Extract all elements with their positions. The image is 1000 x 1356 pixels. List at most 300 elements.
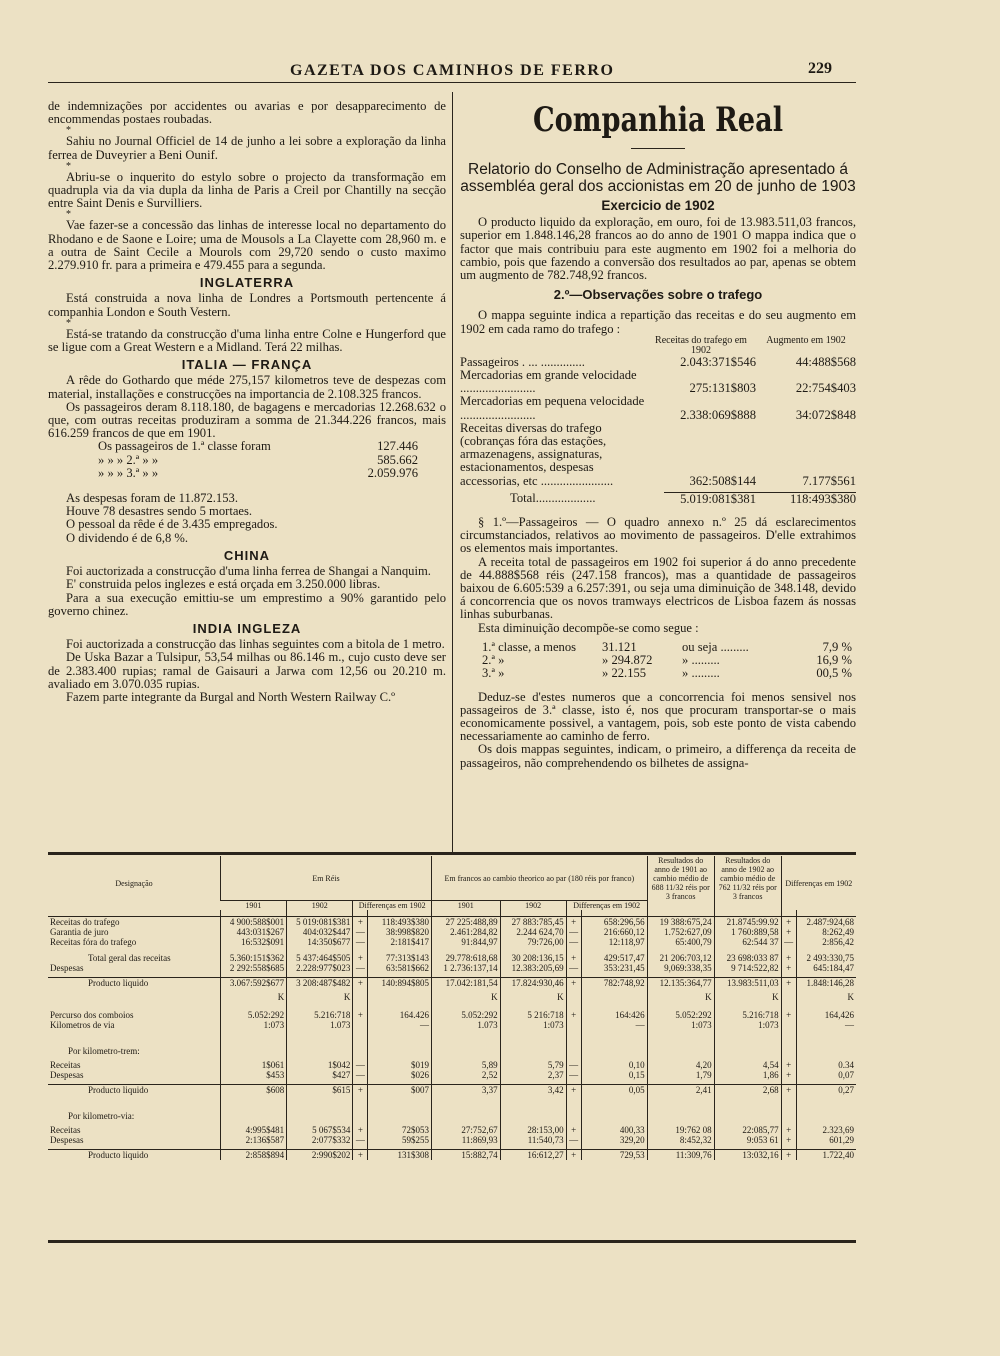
left-column [48,100,446,704]
table-cell: $007 [368,1085,432,1096]
table-cell: 1:073 [647,1020,714,1030]
table-cell [353,1020,368,1030]
table-cell: 3.067:592$677 [221,978,287,989]
table-cell: 2:181$417 [368,937,432,947]
table-cell: + [781,1150,796,1161]
table-cell: 5.052:292 [221,1010,287,1020]
table-cell [781,1111,796,1121]
table-cell: 0,05 [581,1085,647,1096]
line: Houve 78 desastres sendo 5 mortaes. [66,504,253,519]
col-1902-fr: 1902 [500,901,566,911]
row-label: Garantia de juro [50,927,109,937]
paragraph: Abriu-se o inquerito do estylo sobre o projecto da transformação em quadrupla via da via dupla da linha de Paris a Creil por Chantilly na secção entre Saint Denis e Survilliers. [48,169,446,211]
table-cell [781,1046,796,1056]
table-cell: 1.073 [287,1020,353,1030]
table-cell: 21.8745:99.92 [714,917,781,928]
table-cell: 11:309,76 [647,1150,714,1161]
table-cell: 5 216:718 [500,1010,566,1020]
table-cell: — [566,1070,581,1080]
table-cell: 2 292:558$685 [221,963,287,973]
table-cell: 3,37 [431,1085,500,1096]
table-cell [368,1046,432,1056]
unit-label: K [500,992,566,1002]
table-cell: + [353,1085,368,1096]
table-cell: 3,42 [500,1085,566,1096]
financial-table [48,856,856,1160]
col-result-1902: Resultados do anno de 1902 ao cambio médio de 762 11/32 réis por 3 francos [714,856,781,910]
table-cell [431,1046,500,1056]
table-cell: 5,79 [500,1060,566,1070]
separator-star: * [66,125,71,137]
table-row [48,1070,856,1080]
col-group-reis: Em Réis [221,856,432,901]
table-cell: + [353,953,368,963]
table-cell: — [566,1060,581,1070]
paragraph: Os passageiros deram 8.118.180, de bagagens e mercadorias 12.268.632 o que, com outras receitas produziram a somma de 21.344.226 francos, mais 616.259 francos de que em 1901. [48,399,446,441]
line: O dividendo é de 6,8 %. [66,530,189,545]
table-cell [581,1111,647,1121]
table-cell [368,1111,432,1121]
table-cell: + [781,1060,796,1070]
table-cell: 2:990$202 [287,1150,353,1161]
table-cell: 2,52 [431,1070,500,1080]
table-cell: — [353,937,368,947]
traffic-row: Receitas diversas do trafego (cobranças fóra das estações, armazenagens, assignaturas, estacionamentos, despesas accessorias, etc ....................... 362:508$144 7.177$561 [460,420,856,488]
table-cell: 5.216:718 [714,1010,781,1020]
table-cell: 28:153,00 [500,1125,566,1135]
row-label: Despesas [50,963,84,973]
table-cell: 13:032,16 [714,1150,781,1161]
table-cell: — [796,1020,856,1030]
table-row [48,1010,856,1020]
table-row [48,978,856,989]
table-cell: $026 [368,1070,432,1080]
spacer-row [48,1095,856,1111]
unit-label: K [647,992,714,1002]
table-cell: 5,89 [431,1060,500,1070]
col-1902: 1902 [287,901,353,911]
company-title: Companhia Real [532,100,784,140]
table-cell: 91:844,97 [431,937,500,947]
table-cell: + [781,917,796,928]
table-cell: 1,79 [647,1070,714,1080]
separator-star: * [66,160,71,172]
table-cell: — [353,1135,368,1145]
table-cell: 62:544 37 [714,937,781,947]
table-cell: 8:452,32 [647,1135,714,1145]
paragraph: Vae fazer-se a concessão das linhas de interesse local no departamento do Rhodano e de Saone e Loire; uma de Mousols a La Clayette com 28,960 m. e a outra de Saint Cecile a Mourols com 29,720 sendo o custo maximo 2.279.910 fr. para a primeira e 479.455 para a segunda. [48,218,446,273]
table-cell: 21 206:703,12 [647,953,714,963]
table-cell [500,1111,566,1121]
table-cell: 782:748,92 [581,978,647,989]
table-cell: + [781,1010,796,1020]
table-cell: + [566,1125,581,1135]
table-cell: 2:858$894 [221,1150,287,1161]
traffic-row: Mercadorias em grande velocidade ........................ 275:131$803 22:754$403 [460,368,856,396]
table-cell: $427 [287,1070,353,1080]
table-cell: 329,20 [581,1135,647,1145]
table-cell: 645:184,47 [796,963,856,973]
table-cell: 23 698:033 87 [714,953,781,963]
table-cell: 1.752:627,09 [647,927,714,937]
table-cell: 1:073 [714,1020,781,1030]
table-cell: 5.216:718 [287,1010,353,1020]
table-cell: — [566,963,581,973]
spacer-row [48,1030,856,1046]
table-cell: 2.244 624,70 [500,927,566,937]
table-cell: 2:136$587 [221,1135,287,1145]
spacer-row [48,1002,856,1010]
table-cell: + [566,978,581,989]
table-cell: 1:073 [500,1020,566,1030]
paragraph: O mappa seguinte indica a repartição das receitas e do seu augmento em 1902 em cada ramo do trafego : [460,308,856,336]
table-cell: $608 [221,1085,287,1096]
paragraph: § 1.º—Passageiros — O quadro annexo n.º 25 dá esclarecimentos circumstanciados, relativos ao movimento de passageiros. D'elle extrahimos os elementos mais importantes. [460,515,856,556]
table-cell: 11:869,93 [431,1135,500,1145]
table-cell: 1.073 [431,1020,500,1030]
paragraph: A receita total de passageiros em 1902 foi superior á do anno precedente de 44.888$568 réis (247.158 francos), mas a quantidade de passageiros baixou de 6.605:539 a 6.257:391, ou seja uma diminuição de 348.148, devido á concorrencia que os novos tramways electricos de Lisboa fazem ás nossas linhas suburbanas. [460,554,856,622]
paragraph: Esta diminuição decompõe-se como segue : [478,620,699,635]
row-label: Percurso dos comboios [50,1010,134,1020]
table-cell: 4,54 [714,1060,781,1070]
decrease-row: 2.ª » » 294.872 » ......... 16,9 % [482,653,852,668]
table-cell: + [353,1125,368,1135]
paragraph: Foi auctorizada a construcção das linhas seguintes com a bitola de 1 metro. [66,637,445,652]
table-cell: — [353,963,368,973]
table-row [48,927,856,937]
table-cell [566,1046,581,1056]
table-cell: 4 900:588$001 [221,917,287,928]
table-cell: $019 [368,1060,432,1070]
table-cell: 2.487:924,68 [796,917,856,928]
table-cell [781,1020,796,1030]
table-cell: 1.722,40 [796,1150,856,1161]
row-label: Kilometros de via [50,1020,115,1030]
table-cell: — [353,1070,368,1080]
table-cell: + [781,953,796,963]
table-cell: 131$308 [368,1150,432,1161]
decrease-row: 1.ª classe, a menos 31.121 ou seja ......... 7,9 % [482,639,852,654]
table-cell: — [566,937,581,947]
table-cell: 353:231,45 [581,963,647,973]
table-cell [431,1111,500,1121]
decrease-row: 3.ª » » 22.155 » ......... 00,5 % [482,666,852,681]
table-row [48,1125,856,1135]
table-row [48,937,856,947]
table-cell: — [566,1135,581,1145]
table-row [48,963,856,973]
table-cell [500,1046,566,1056]
table-cell [714,1046,781,1056]
table-cell: 9,069:338,35 [647,963,714,973]
table-cell [566,1111,581,1121]
table-cell: + [781,1085,796,1096]
paragraph: de indemnizações por accidentes ou avarias e por desapparecimento de encommendas postaes roubadas. [48,99,446,127]
row-label: Total geral das receitas [88,953,171,963]
traffic-table-header: Receitas do trafego em 1902 Augmento em 1902 [655,334,846,356]
row-label: Producto liquido [48,1150,221,1161]
table-cell: 9:053 61 [714,1135,781,1145]
table-cell [287,1046,353,1056]
paragraph: Sahiu no Journal Officiel de 14 de junho a lei sobre a exploração da linha ferrea de Duveyrier a Beni Ounif. [48,134,446,162]
table-row [48,1150,856,1161]
table-cell: 4,20 [647,1060,714,1070]
table-cell: + [781,927,796,937]
table-cell: 443:031$267 [221,927,287,937]
table-subheading-row [48,1046,856,1056]
table-cell: 9 714:522,82 [714,963,781,973]
subheading: Por kilometro-trem: [68,1046,140,1056]
unit-label: K [431,992,500,1002]
row-label: Producto liquido [48,978,221,989]
table-cell: 3 208:487$482 [287,978,353,989]
table-row [48,1020,856,1030]
table-cell: 72$053 [368,1125,432,1135]
unit-label: K [714,992,781,1002]
table-cell: 140:894$805 [368,978,432,989]
table-cell: 164,426 [796,1010,856,1020]
table-cell: 5.360:151$362 [221,953,287,963]
table-cell [647,1046,714,1056]
table-bottom-rule [48,1240,856,1243]
table-cell: + [353,1010,368,1020]
table-cell: $453 [221,1070,287,1080]
traffic-row: Passageiros . ... .............. 2.043:371$546 44:488$568 [460,354,856,369]
table-cell: 1$061 [221,1060,287,1070]
table-cell: 429:517,47 [581,953,647,963]
passenger-row: Os passageiros de 1.ª classe foram 127.446 [98,439,418,454]
col-1901: 1901 [221,901,287,911]
unit-row [48,992,856,1002]
section-heading-inglaterra: INGLATERRA [199,275,295,291]
table-cell [287,1111,353,1121]
table-cell: 0,07 [796,1070,856,1080]
table-cell: 2.461:284,82 [431,927,500,937]
table-cell [581,1046,647,1056]
table-cell: 12.383:205,69 [500,963,566,973]
section-heading-china: CHINA [223,547,271,563]
table-cell: 16:612,27 [500,1150,566,1161]
table-cell: 658:296,56 [581,917,647,928]
table-cell: 216:660,12 [581,927,647,937]
row-label: Receitas fóra do trafego [50,937,137,947]
table-cell: 2:077$332 [287,1135,353,1145]
table-cell [221,1111,287,1121]
table-cell: — [566,927,581,937]
table-cell: 12.135:364,77 [647,978,714,989]
table-cell: + [566,917,581,928]
row-label: Receitas [50,1060,81,1070]
table-cell: + [353,917,368,928]
row-label: Despesas [50,1070,84,1080]
table-cell: + [566,1010,581,1020]
paragraph: Fazem parte integrante da Burgal and North Western Railway C.º [66,689,396,704]
table-subheading-row [48,1111,856,1121]
exercise-heading: Exercicio de 1902 [601,198,715,213]
table-cell [566,1020,581,1030]
paragraph: A rêde do Gothardo que méde 275,157 kilometros teve de despezas com material, installações e construcções na importancia de 2.108.325 francos. [48,373,446,401]
table-cell: 15:882,74 [431,1150,500,1161]
table-cell: 19:762 08 [647,1125,714,1135]
table-cell: 1,86 [714,1070,781,1080]
table-cell: + [781,1135,796,1145]
table-row [48,917,856,928]
table-cell: 404:032$447 [287,927,353,937]
title-rule [631,148,685,149]
table-cell: 12:118,97 [581,937,647,947]
table-cell: 22:085,77 [714,1125,781,1135]
table-cell [714,1111,781,1121]
section-heading-india: INDIA INGLEZA [192,620,302,636]
table-cell: 2,68 [714,1085,781,1096]
table-cell: 19 388:675,24 [647,917,714,928]
table-cell: 118:493$380 [368,917,432,928]
table-cell: 17.042:181,54 [431,978,500,989]
table-body [48,910,856,1160]
table-cell: + [781,963,796,973]
table-cell: — [368,1020,432,1030]
table-cell: 1$042 [287,1060,353,1070]
table-cell: 17.824:930,46 [500,978,566,989]
table-cell: 601,29 [796,1135,856,1145]
table-cell: 0,10 [581,1060,647,1070]
table-cell: 1:073 [221,1020,287,1030]
table-row [48,953,856,963]
table-cell: 16:532$091 [221,937,287,947]
line: O pessoal da rêde é de 3.435 empregados. [66,517,278,532]
table-cell: 4:995$481 [221,1125,287,1135]
separator-star: * [66,209,71,221]
col-designacao: Designação [115,878,153,888]
row-label: Receitas [50,1125,81,1135]
table-cell: 164:426 [581,1010,647,1020]
table-cell: + [781,978,796,989]
table-cell [647,1111,714,1121]
table-cell: — [581,1020,647,1030]
table-cell: + [781,1125,796,1135]
table-cell: 77:313$143 [368,953,432,963]
row-label: Receitas do trafego [48,917,221,928]
table-cell: 2 493:330,75 [796,953,856,963]
subheading: Por kilometro-via: [68,1111,135,1121]
table-cell [221,1046,287,1056]
table-cell: 5 437:464$505 [287,953,353,963]
table-cell: 164.426 [368,1010,432,1020]
line: As despesas foram de 11.872.153. [66,491,238,506]
column-rule [452,92,453,852]
paragraph: Está construida a nova linha de Londres a Portsmouth pertencente á companhia London e South Vestern. [48,291,446,319]
table-cell: 1.848:146,28 [796,978,856,989]
passenger-row: » » » 3.ª » » 2.059.976 [98,465,418,480]
section-heading-trafego: 2.º—Observações sobre o trafego [553,287,763,303]
traffic-row: Mercadorias em pequena velocidade ........................ 2.338:069$888 34:072$848 [460,394,856,422]
table-cell: 0,15 [581,1070,647,1080]
table-cell [796,1111,856,1121]
table-cell: 5 019:081$381 [287,917,353,928]
paragraph: Deduz-se d'estes numeros que a concorrencia foi menos sensivel nos passageiros de 3.ª classe, isto é, nos que procuram transportar-se o mais economicamente possivel, a vantagem, pois, sob este ponto de vista cabendo necessariamente ao caminho de ferro. [460,689,856,744]
table-cell: 2.323,69 [796,1125,856,1135]
table-cell: 8:262,49 [796,927,856,937]
unit-label: K [796,992,856,1002]
table-cell: 2,41 [647,1085,714,1096]
table-top-rule [48,852,856,855]
table-cell: + [566,1150,581,1161]
table-cell: 59$255 [368,1135,432,1145]
table-cell: 65:400,79 [647,937,714,947]
col-diff-fr: Differenças em 1902 [566,901,647,911]
table-cell: 2.228:977$023 [287,963,353,973]
col-group-francos: Em francos ao cambio theorico ao par (180 réis por franco) [431,856,647,901]
row-label: Despesas [50,1135,84,1145]
col-result-1901: Resultados do anno de 1901 ao cambio médio de 688 11/32 réis por 3 francos [647,856,714,910]
table-cell: $615 [287,1085,353,1096]
table-cell: 27:752,67 [431,1125,500,1135]
table-cell: 30 208:136,15 [500,953,566,963]
paragraph: De Uska Bazar a Tulsipur, 53,54 milhas ou 86.146 m., cujo custo deve ser de 2.383.400 rupias; ramal de Gaisauri a Jarwa com 12,56 ou 20.210 m. avaliado em 3.070.035 rupias. [48,650,446,691]
table-cell: 63:581$662 [368,963,432,973]
page-number: 229 [808,60,832,77]
separator-star: * [66,317,71,329]
table-cell: 11:540,73 [500,1135,566,1145]
table-cell: 1 2.736:137,14 [431,963,500,973]
table-cell: + [566,953,581,963]
paragraph: Está-se tratando da construcção d'uma linha entre Colne e Hungerford que se ligue com a Great Western e a Midland. Terá 22 milhas. [48,326,446,355]
table-cell: + [781,1070,796,1080]
table-cell: 14:350$677 [287,937,353,947]
table-cell: 29.778:618,68 [431,953,500,963]
table-cell: 0,27 [796,1085,856,1096]
table-cell: 1 760:889,58 [714,927,781,937]
col-diferencas: Differenças em 1902 [781,856,856,910]
col-diff: Differenças em 1902 [353,901,432,911]
section-heading-italia-franca: ITALIA — FRANÇA [181,357,313,373]
table-cell: 729,53 [581,1150,647,1161]
table-cell: — [781,937,796,947]
table-cell: — [353,927,368,937]
paragraph: Para a sua execução emittiu-se um emprestimo a 90% garantido pelo governo chinez. [48,590,446,618]
table-cell [796,1046,856,1056]
table-cell: 5.052:292 [647,1010,714,1020]
paragraph: O producto liquido da exploração, em ouro, foi de 13.983.511,03 francos, superior em 1.848.146,28 francos ao do anno de 1901 O mappa indica que o factor que mais contribuiu para este augmento em 1902 foi a melhoria do cambio, pois que fazendo a conversão dos resultados ao par, apenas se obtem um augmento de 782.748,92 francos. [460,215,856,283]
table-cell: 27 225:488,89 [431,917,500,928]
unit-label: K [287,992,353,1002]
table-row [48,1060,856,1070]
table-row [48,1135,856,1145]
paragraph: E' construida pelos inglezes e está orçada em 3.250.000 libras. [66,577,381,592]
table-cell: 27 883:785,45 [500,917,566,928]
table-cell: + [353,978,368,989]
table-cell: 400,33 [581,1125,647,1135]
paragraph: Foi auctorizada a construcção d'uma linha ferrea de Shangai a Nanquim. [66,564,431,579]
table-cell: 5.052:292 [431,1010,500,1020]
table-cell: + [566,1085,581,1096]
passenger-row: » » » 2.ª » » 585.662 [98,452,418,467]
traffic-total-row: Total................... 5.019:081$381 118:493$380 [510,490,856,506]
row-label: Producto liquido [48,1085,221,1096]
report-title: Relatorio do Conselho de Administração apresentado á assembléa geral dos accionistas em 20 de junho de 1903 [460,161,856,195]
table-cell: + [353,1150,368,1161]
table-cell: 79:726,00 [500,937,566,947]
table-row [48,1085,856,1096]
paragraph: Os dois mappas seguintes, indicam, o primeiro, a differença da receita de passageiros, não comprehendendo os bilhetes de assigna- [460,742,856,770]
right-column [460,98,856,770]
table-cell: 2:856,42 [796,937,856,947]
table-cell [353,1046,368,1056]
table-cell: 2,37 [500,1070,566,1080]
table-cell: 38:998$820 [368,927,432,937]
unit-label: K [221,992,287,1002]
header-rule [48,82,856,83]
